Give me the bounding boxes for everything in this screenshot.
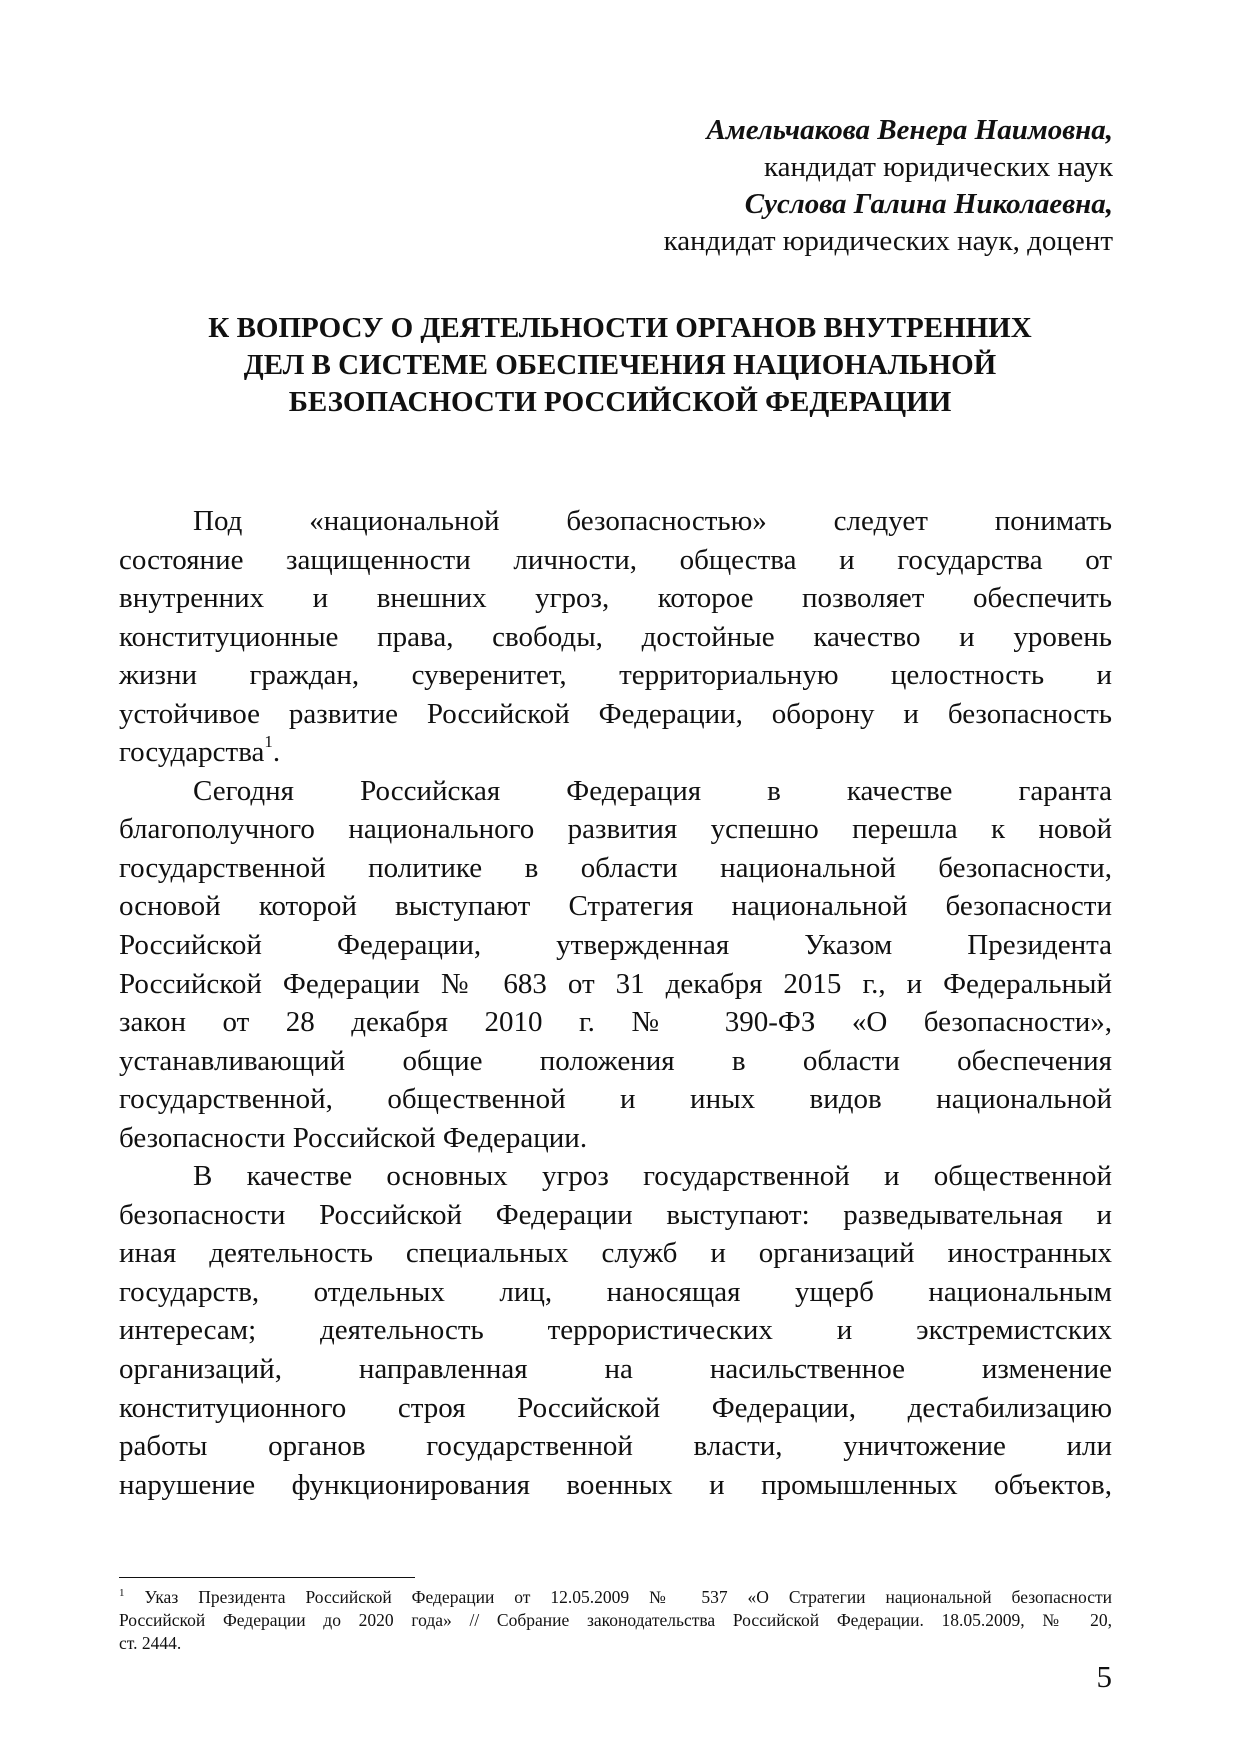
footnote-line: ст. 2444. bbox=[119, 1633, 182, 1653]
paragraph bbox=[119, 502, 1112, 772]
text-fragment: . bbox=[272, 736, 281, 769]
text-line: благополучного национального развития успешно перешла к новой bbox=[119, 813, 1112, 846]
text-line: безопасности Российской Федерации выступают: разведывательная и bbox=[119, 1198, 1112, 1231]
title-line: БЕЗОПАСНОСТИ РОССИЙСКОЙ ФЕДЕРАЦИИ bbox=[288, 386, 952, 418]
article-body bbox=[119, 502, 1112, 1504]
text-line: государственной политике в области национальной безопасности, bbox=[119, 851, 1112, 884]
footnote-line bbox=[119, 1586, 1112, 1609]
text-line: организаций, направленная на насильственное изменение bbox=[119, 1353, 1112, 1386]
page-number: 5 bbox=[1096, 1659, 1112, 1694]
author-degree: кандидат юридических наук bbox=[764, 151, 1113, 183]
footnote-text: Указ Президента Российской Федерации от 12.05.2009 № 537 «О Стратегии национальной безопасности bbox=[144, 1587, 1112, 1607]
text-line: В качестве основных угроз государственной и общественной bbox=[193, 1160, 1112, 1193]
author-name: Суслова Галина Николаевна, bbox=[744, 188, 1113, 220]
paragraph bbox=[119, 772, 1112, 1157]
text-line: государственной, общественной и иных видов национальной bbox=[119, 1083, 1112, 1116]
text-line: состояние защищенности личности, общества и государства от bbox=[119, 543, 1112, 576]
text-line: основой которой выступают Стратегия национальной безопасности bbox=[119, 890, 1112, 923]
authors-block bbox=[413, 112, 1113, 260]
footnote bbox=[119, 1586, 1112, 1655]
text-line: внутренних и внешних угроз, которое позволяет обеспечить bbox=[119, 582, 1112, 615]
author-name: Амельчакова Венера Наимовна, bbox=[706, 114, 1113, 146]
text-line: иная деятельность специальных служб и организаций иностранных bbox=[119, 1237, 1112, 1270]
text-line: Российской Федерации, утвержденная Указом Президента bbox=[119, 929, 1112, 962]
footnote-divider bbox=[119, 1577, 415, 1578]
text-line: государств, отдельных лиц, наносящая ущерб национальным bbox=[119, 1275, 1112, 1308]
text-line: Сегодня Российская Федерация в качестве гаранта bbox=[193, 774, 1112, 807]
footnote-line: Российской Федерации до 2020 года» // Собрание законодательства Российской Федерации. 18.05.2009, № 20, bbox=[119, 1610, 1112, 1630]
text-line: нарушение функционирования военных и промышленных объектов, bbox=[119, 1468, 1112, 1501]
article-title bbox=[120, 310, 1120, 421]
footnote-number: 1 bbox=[119, 1587, 125, 1599]
footnote-reference[interactable]: 1 bbox=[264, 732, 273, 752]
text-fragment: государства bbox=[119, 736, 265, 769]
text-line: работы органов государственной власти, уничтожение или bbox=[119, 1430, 1112, 1463]
title-line: К ВОПРОСУ О ДЕЯТЕЛЬНОСТИ ОРГАНОВ ВНУТРЕННИХ bbox=[208, 312, 1032, 344]
text-line: безопасности Российской Федерации. bbox=[119, 1121, 588, 1154]
title-line: ДЕЛ В СИСТЕМЕ ОБЕСПЕЧЕНИЯ НАЦИОНАЛЬНОЙ bbox=[243, 349, 997, 381]
text-line: жизни граждан, суверенитет, территориальную целостность и bbox=[119, 659, 1112, 692]
text-line: Под «национальной безопасностью» следует понимать bbox=[193, 505, 1112, 537]
text-line: Российской Федерации № 683 от 31 декабря 2015 г., и Федеральный bbox=[119, 967, 1112, 1000]
text-line: закон от 28 декабря 2010 г. № 390-ФЗ «О безопасности», bbox=[119, 1006, 1112, 1039]
author-degree: кандидат юридических наук, доцент bbox=[663, 225, 1113, 257]
text-line: конституционные права, свободы, достойные качество и уровень bbox=[119, 620, 1112, 653]
text-line: интересам; деятельность террористических и экстремистских bbox=[119, 1314, 1112, 1347]
text-line: устанавливающий общие положения в области обеспечения bbox=[119, 1044, 1112, 1077]
text-line: устойчивое развитие Российской Федерации, оборону и безопасность bbox=[119, 697, 1112, 730]
text-line: конституционного строя Российской Федерации, дестабилизацию bbox=[119, 1391, 1112, 1424]
paragraph bbox=[119, 1157, 1112, 1504]
text-line bbox=[119, 733, 1112, 772]
